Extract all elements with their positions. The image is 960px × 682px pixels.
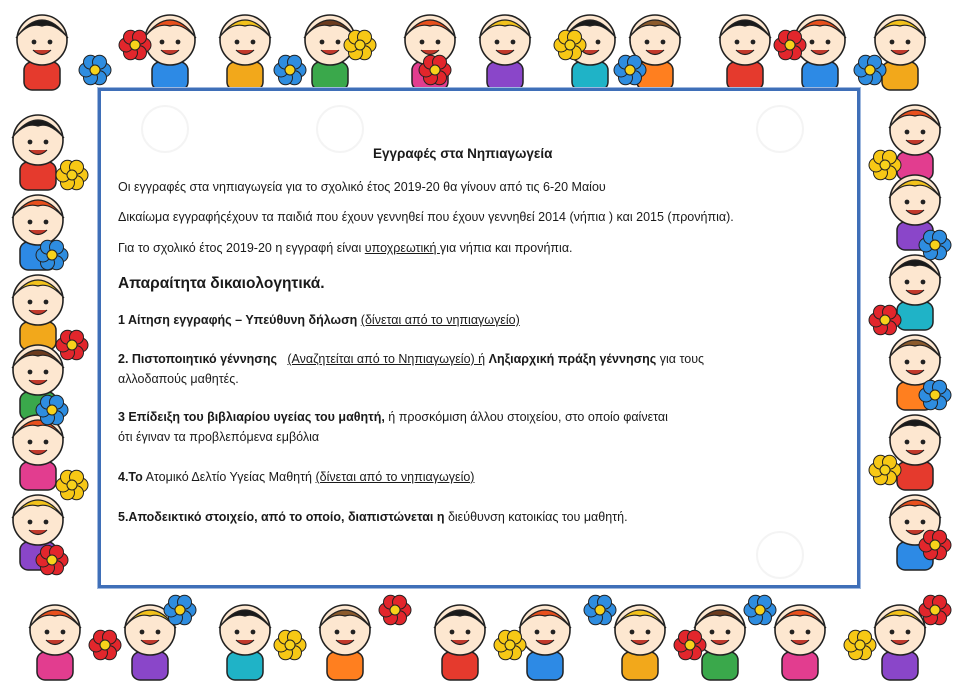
flower-icon — [919, 530, 951, 560]
flower-icon — [274, 630, 306, 660]
flower-icon — [614, 55, 646, 85]
child-icon — [719, 15, 771, 90]
enrollment-dates-line: Οι εγγραφές στα νηπιαγωγεία για το σχολικό έτος 2019-20 θα γίνουν από τις 6-20 Μαίου — [118, 180, 606, 194]
requirement-item-2: 2. Πιστοποιητικό γέννησης (Αναζητείται από το Νηπιαγωγείο) ή Ληξιαρχική πράξη γέννησης για τους — [118, 352, 705, 366]
flower-icon — [854, 55, 886, 85]
child-icon — [12, 275, 64, 350]
child-icon — [479, 15, 531, 90]
child-icon — [219, 15, 271, 90]
requirement-item-5: 5.Αποδεικτικό στοιχείο, από το οποίο, διαπιστώνεται η διεύθυνση κατοικίας του μαθητή. — [118, 510, 628, 524]
flower-icon — [419, 55, 451, 85]
watermark-icon — [141, 105, 189, 153]
flower-icon — [494, 630, 526, 660]
child-icon — [12, 115, 64, 190]
flower-icon — [919, 595, 951, 625]
flower-icon — [164, 595, 196, 625]
flower-icon — [36, 240, 68, 270]
flower-icon — [919, 230, 951, 260]
flower-icon — [89, 630, 121, 660]
flower-icon — [344, 30, 376, 60]
flower-icon — [56, 470, 88, 500]
child-icon — [219, 605, 271, 680]
flower-icon — [674, 630, 706, 660]
flower-icon — [869, 305, 901, 335]
flower-icon — [844, 630, 876, 660]
child-icon — [319, 605, 371, 680]
child-icon — [434, 605, 486, 680]
flower-icon — [554, 30, 586, 60]
child-icon — [519, 605, 571, 680]
eligibility-line: Δικαίωμα εγγραφήςέχουν τα παιδιά που έχουν γεννηθεί που έχουν γεννηθεί 2014 (νήπια ) και 2015 (προνήπια). — [118, 210, 734, 224]
flower-icon — [36, 395, 68, 425]
flower-icon — [919, 380, 951, 410]
flower-icon — [869, 455, 901, 485]
requirement-item-4: 4.Το Ατομικό Δελτίο Υγείας Μαθητή (δίνεται από το νηπιαγωγείο) — [118, 470, 475, 484]
mandatory-line: Για το σχολικό έτος 2019-20 η εγγραφή είναι υποχρεωτική για νήπια και προνήπια. — [118, 241, 573, 255]
flower-icon — [774, 30, 806, 60]
flower-icon — [36, 545, 68, 575]
child-icon — [614, 605, 666, 680]
flower-icon — [744, 595, 776, 625]
flower-icon — [869, 150, 901, 180]
watermark-icon — [756, 531, 804, 579]
child-icon — [144, 15, 196, 90]
flower-icon — [79, 55, 111, 85]
flower-icon — [56, 330, 88, 360]
child-icon — [12, 415, 64, 490]
document-title: Εγγραφές στα Νηπιαγωγεία — [373, 146, 553, 161]
requirement-item-3-cont: ότι έγιναν τα προβλεπόμενα εμβόλια — [118, 430, 320, 444]
flower-icon — [584, 595, 616, 625]
flower-icon — [119, 30, 151, 60]
flower-icon — [274, 55, 306, 85]
requirement-item-1: 1 Αίτηση εγγραφής – Υπεύθυνη δήλωση (δίνεται από το νηπιαγωγείο) — [118, 313, 520, 327]
requirement-item-2-cont: αλλοδαπούς μαθητές. — [118, 372, 239, 386]
requirement-item-3: 3 Επίδειξη του βιβλιαρίου υγείας του μαθητή, ή προσκόμιση άλλου στοιχείου, στο οποίο φαίνεται — [118, 410, 668, 424]
child-icon — [16, 15, 68, 90]
flower-icon — [379, 595, 411, 625]
flower-icon — [56, 160, 88, 190]
watermark-icon — [316, 105, 364, 153]
watermark-icon — [756, 105, 804, 153]
child-icon — [774, 605, 826, 680]
document-card — [98, 88, 860, 588]
child-icon — [29, 605, 81, 680]
required-documents-heading: Απαραίτητα δικαιολογητικά. — [118, 275, 325, 292]
child-icon — [874, 605, 926, 680]
